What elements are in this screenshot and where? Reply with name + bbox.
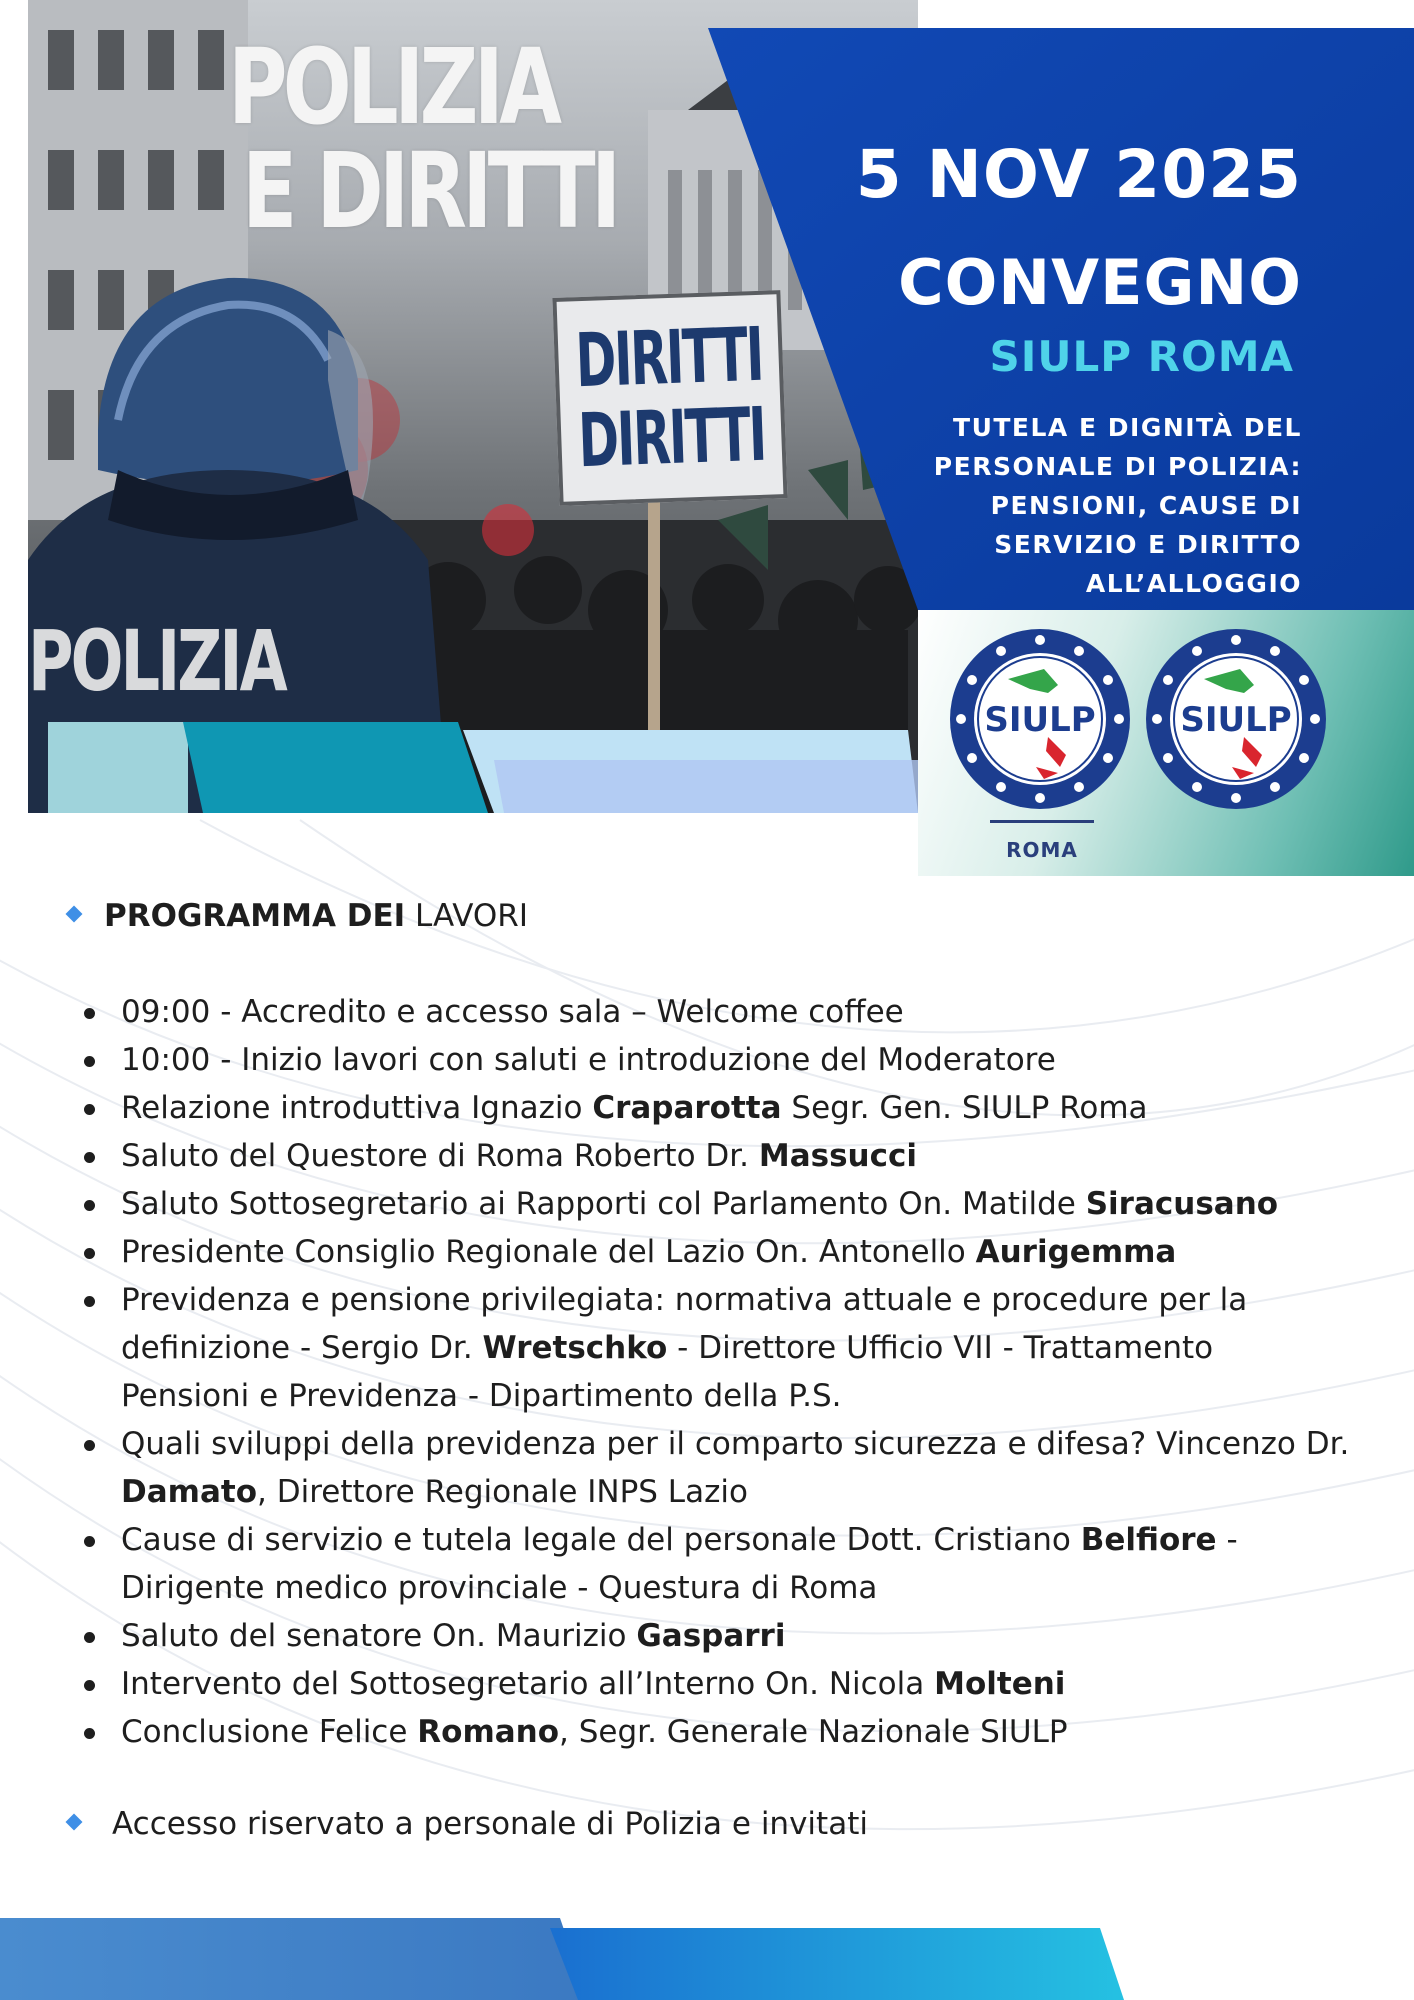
subtitle-line: TUTELA E DIGNITÀ DEL xyxy=(953,413,1302,442)
subtitle-line: SERVIZIO E DIRITTO xyxy=(994,530,1302,559)
speaker-surname: Gasparri xyxy=(636,1618,786,1654)
program-item xyxy=(80,1036,1350,1084)
hero-title-line2: E DIRITTI xyxy=(242,130,617,252)
program-item-text: - Direttore Ufficio VII - Trattamento Pensioni e Previdenza - Dipartimento della P.S. xyxy=(121,1330,1214,1414)
hero-title xyxy=(228,26,634,252)
subtitle-line: PENSIONI, CAUSE DI xyxy=(990,491,1302,520)
logos-panel xyxy=(918,610,1414,876)
program-item-text: Saluto Sottosegretario ai Rapporti col Parlamento On. Matilde xyxy=(121,1186,1086,1222)
logo-caption-divider xyxy=(990,820,1094,823)
program-item-text: Saluto del Questore di Roma Roberto Dr. xyxy=(121,1138,759,1174)
program-item xyxy=(80,1516,1350,1612)
program-item xyxy=(80,1612,1350,1660)
program-item-text: Segr. Gen. SIULP Roma xyxy=(781,1090,1148,1126)
program-item xyxy=(80,1132,1350,1180)
speaker-surname: Romano xyxy=(417,1714,560,1750)
access-note xyxy=(68,1806,868,1842)
speaker-surname: Massucci xyxy=(758,1138,918,1174)
speaker-surname: Molteni xyxy=(934,1666,1066,1702)
speaker-surname: Craparotta xyxy=(592,1090,782,1126)
program-item-text: Cause di servizio e tutela legale del personale Dott. Cristiano xyxy=(121,1522,1081,1558)
speaker-surname: Aurigemma xyxy=(975,1234,1177,1270)
program-heading-bold: PROGRAMMA DEI xyxy=(104,898,406,934)
program-item-text: Saluto del senatore On. Maurizio xyxy=(121,1618,637,1654)
footer-bars xyxy=(0,1918,1414,2000)
speaker-surname: Siracusano xyxy=(1085,1186,1279,1222)
subtitle-line: PERSONALE DI POLIZIA: xyxy=(933,452,1302,481)
event-info-panel xyxy=(700,28,1414,610)
event-date: 5 NOV 2025 xyxy=(855,136,1302,213)
program-item-text: Presidente Consiglio Regionale del Lazio On. Antonello xyxy=(121,1234,976,1270)
program-item xyxy=(80,1660,1350,1708)
program-item xyxy=(80,1276,1350,1420)
program-heading-rest: LAVORI xyxy=(405,898,528,934)
program-item-text: , Direttore Regionale INPS Lazio xyxy=(257,1474,748,1510)
diamond-bullet-icon xyxy=(66,1813,83,1830)
event-type: CONVEGNO xyxy=(898,246,1302,319)
diamond-bullet-icon xyxy=(66,905,83,922)
program-item-text: 09:00 - Accredito e accesso sala – Welcome coffee xyxy=(121,994,904,1030)
siulp-roma-logo xyxy=(948,627,1132,811)
program-item-text: , Segr. Generale Nazionale SIULP xyxy=(559,1714,1068,1750)
speaker-surname: Belfiore xyxy=(1080,1522,1217,1558)
program-item-text: Quali sviluppi della previdenza per il comparto sicurezza e difesa? Vincenzo Dr. xyxy=(121,1426,1350,1462)
logo-text: SIULP xyxy=(984,700,1096,740)
event-subtitle xyxy=(934,408,1302,603)
event-organizer: SIULP ROMA xyxy=(989,332,1294,381)
program-item-text: 10:00 - Inizio lavori con saluti e introduzione del Moderatore xyxy=(121,1042,1056,1078)
subtitle-line: ALL’ALLOGGIO xyxy=(1085,569,1302,598)
program-item xyxy=(80,1420,1350,1516)
program-item xyxy=(80,1180,1350,1228)
program-heading xyxy=(68,898,528,934)
program-item xyxy=(80,988,1350,1036)
access-note-text: Accesso riservato a personale di Polizia e invitati xyxy=(112,1806,868,1842)
jacket-text: POLIZIA xyxy=(28,612,285,710)
siulp-national-logo xyxy=(1144,627,1328,811)
program-item-text: - Dirigente medico provinciale - Questura di Roma xyxy=(121,1522,1238,1606)
program-item-text: Relazione introduttiva Ignazio xyxy=(121,1090,593,1126)
speaker-surname: Damato xyxy=(121,1474,257,1510)
program-item xyxy=(80,1084,1350,1132)
placard-line2: DIRITTI xyxy=(576,391,767,485)
program-list xyxy=(80,988,1350,1756)
hero-title-line1: POLIZIA xyxy=(228,26,558,148)
speaker-surname: Wretschko xyxy=(482,1330,668,1366)
program-item-text: Previdenza e pensione privilegiata: normativa attuale e procedure per la definizione - Sergio Dr. xyxy=(121,1282,1248,1366)
placard-line1: DIRITTI xyxy=(573,311,764,405)
program-item-text: Conclusione Felice xyxy=(121,1714,418,1750)
program-item xyxy=(80,1228,1350,1276)
program-item-text: Intervento del Sottosegretario all’Interno On. Nicola xyxy=(121,1666,935,1702)
logo-text: SIULP xyxy=(1180,700,1292,740)
program-item xyxy=(80,1708,1350,1756)
logo-caption: ROMA xyxy=(1006,838,1078,862)
